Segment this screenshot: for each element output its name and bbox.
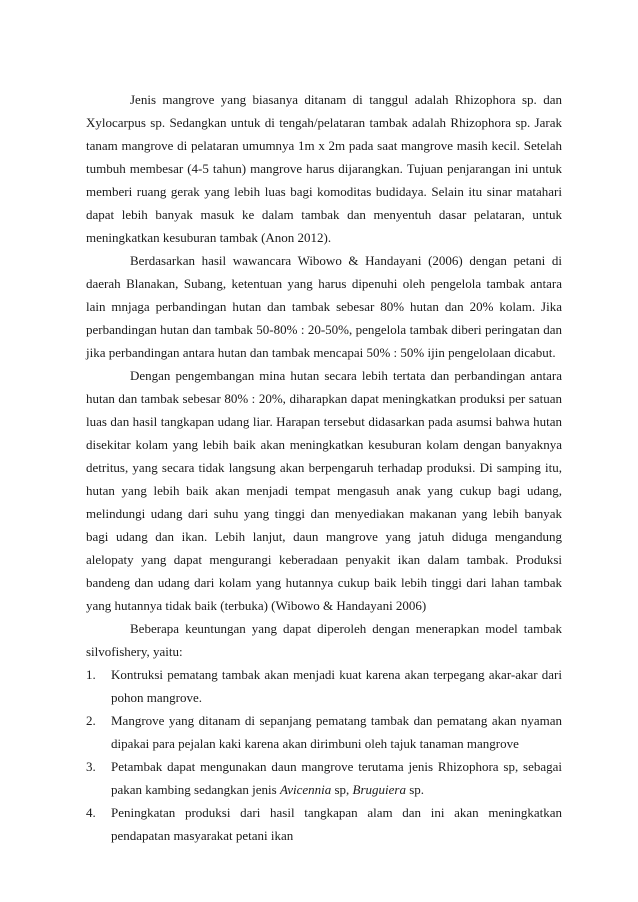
list-item-text: Mangrove yang ditanam di sepanjang pematang tambak dan pematang akan nyaman dipakai para pejalan kaki karena akan dirimbuni oleh tajuk tanaman mangrove xyxy=(111,713,562,751)
list-item xyxy=(86,709,562,755)
benefits-list xyxy=(86,663,562,847)
list-item-text: Peningkatan produksi dari hasil tangkapan alam dan ini akan meningkatkan pendapatan masyarakat petani ikan xyxy=(111,805,562,843)
species-name-avicennia: Avicennia xyxy=(279,782,332,797)
list-item-text: Kontruksi pematang tambak akan menjadi kuat karena akan terpegang akar-akar dari pohon mangrove. xyxy=(111,667,562,705)
list-item-number: 1. xyxy=(86,667,96,682)
species-name-bruguiera: Bruguiera xyxy=(352,782,406,797)
list-item xyxy=(86,755,562,801)
paragraph-2: Berdasarkan hasil wawancara Wibowo & Handayani (2006) dengan petani di daerah Blanakan, Subang, ketentuan yang harus dipenuhi oleh pengelola tambak antara lain mnjaga perbandingan hutan dan tambak sebesar 80% hutan dan 20% kolam. Jika perbandingan hutan dan tambak 50-80% : 20-50%, pengelola tambak diberi peringatan dan jika perbandingan antara hutan dan tambak mencapai 50% : 50% ijin pengelolaan dicabut. xyxy=(86,253,562,360)
list-item-text xyxy=(111,759,562,797)
list-item-text-before: Petambak dapat mengunakan daun mangrove terutama jenis Rhizophora sp, sebagai pakan kambing sedangkan jenis xyxy=(111,759,562,797)
list-item-number: 2. xyxy=(86,713,96,728)
list-item-number: 4. xyxy=(86,805,96,820)
list-item-number: 3. xyxy=(86,759,96,774)
paragraph-1: Jenis mangrove yang biasanya ditanam di tanggul adalah Rhizophora sp. dan Xylocarpus sp. Sedangkan untuk di tengah/pelataran tambak adalah Rhizophora sp. Jarak tanam mangrove di pelataran umumnya 1m x 2m pada saat mangrove masih kecil. Setelah tumbuh membesar (4-5 tahun) mangrove harus dijarangkan. Tujuan penjarangan ini untuk memberi ruang gerak yang lebih luas bagi komoditas budidaya. Selain itu sinar matahari dapat lebih banyak masuk ke dalam tambak dan menyentuh dasar pelataran, untuk meningkatkan kesuburan tambak (Anon 2012). xyxy=(86,92,562,245)
document-page xyxy=(86,88,562,847)
paragraph-3: Dengan pengembangan mina hutan secara lebih tertata dan perbandingan antara hutan dan tambak sebesar 80% : 20%, diharapkan dapat meningkatkan produksi per satuan luas dan hasil tangkapan udang liar. Harapan tersebut didasarkan pada asumsi bahwa hutan disekitar kolam yang lebih baik akan meningkatkan kesuburan kolam dengan banyaknya detritus, yang secara tidak langsung akan berpengaruh terhadap produksi. Di samping itu, hutan yang lebih baik akan menjadi tempat mengasuh anak yang cukup bagi udang, melindungi udang dari suhu yang tinggi dan menyediakan makanan yang lebih banyak bagi udang dan ikan. Lebih lanjut, daun mangrove yang jatuh diduga mengandung alelopaty yang dapat mengurangi keberadaan penyakit ikan dalam tambak. Produksi bandeng dan udang dari kolam yang hutannya cukup baik lebih tinggi dari lahan tambak yang hutannya tidak baik (terbuka) (Wibowo & Handayani 2006) xyxy=(86,368,562,613)
list-item xyxy=(86,663,562,709)
paragraph-4: Beberapa keuntungan yang dapat diperoleh dengan menerapkan model tambak silvofishery, yaitu: xyxy=(86,621,562,659)
list-item-text-mid: sp, xyxy=(331,782,353,797)
list-item xyxy=(86,801,562,847)
list-item-text-after: sp. xyxy=(406,782,425,797)
